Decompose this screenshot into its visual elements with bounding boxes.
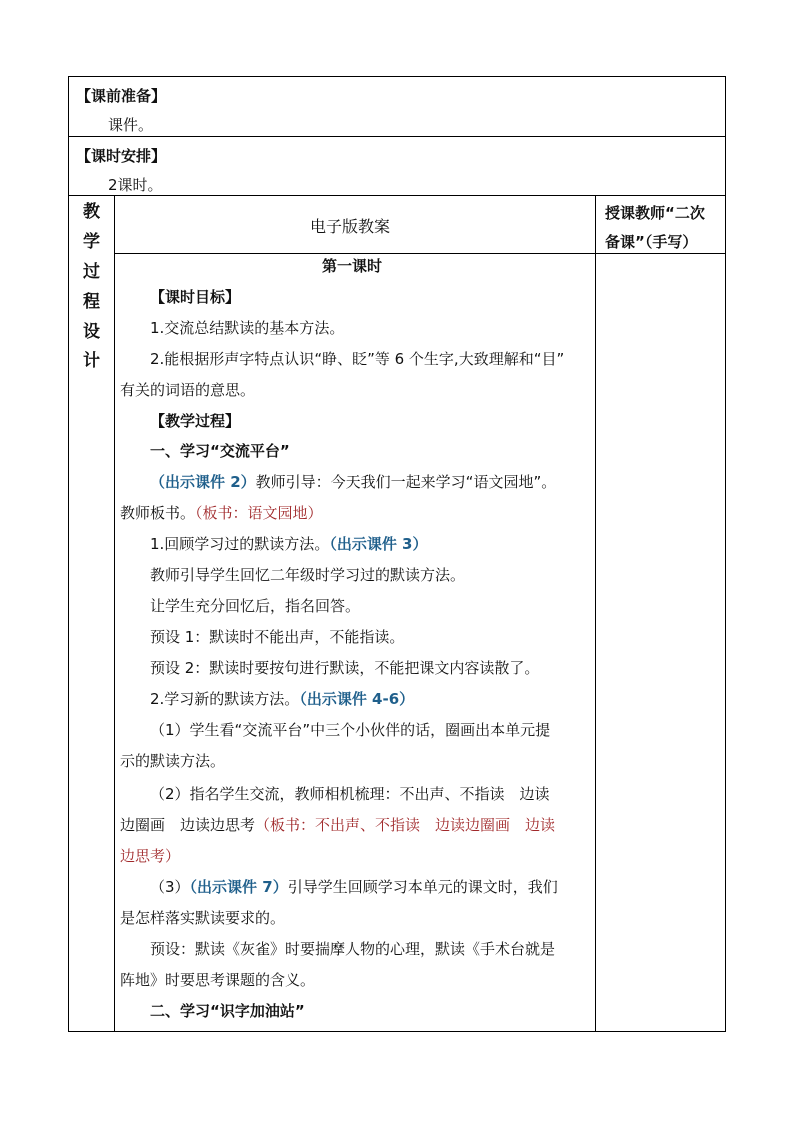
- schedule-content: 2课时。: [108, 176, 163, 194]
- table-border-left: [68, 76, 69, 1032]
- paragraph-1: [150, 472, 556, 492]
- goals-heading: 【课时目标】: [150, 288, 241, 306]
- prep-heading: 【课前准备】: [76, 87, 167, 105]
- item-2: [150, 689, 414, 709]
- sub-2-line2-text: 边圈画 边读边思考: [120, 816, 256, 834]
- preset-line2: 阵地》时要思考课题的含义。: [120, 971, 316, 989]
- sub-1-line1: （1）学生看“交流平台”中三个小伙伴的话，圈画出本单元提: [150, 721, 551, 739]
- sub-3-prefix: （3）: [150, 878, 190, 896]
- header-right-line1: 授课教师“二次: [605, 204, 705, 222]
- paragraph-1b-text: 教师板书。: [120, 504, 196, 522]
- goal-1: 1.交流总结默读的基本方法。: [150, 319, 345, 337]
- paragraph-1-text: 教师引导：今天我们一起来学习“语文园地”。: [255, 473, 557, 491]
- lesson-title: 第一课时: [322, 257, 383, 275]
- row-divider-2: [68, 195, 726, 196]
- item-1-b: 让学生充分回忆后，指名回答。: [150, 597, 361, 615]
- col-divider-left: [114, 195, 115, 1032]
- item-1-text: 1.回顾学习过的默读方法。: [150, 535, 330, 553]
- courseware-cue: （出示课件 3）: [329, 535, 428, 553]
- side-label-char: 学: [83, 232, 100, 252]
- header-main: 电子版教案: [310, 217, 391, 236]
- sub-2-line1: （2）指名学生交流，教师相机梳理：不出声、不指读 边读: [150, 785, 550, 803]
- sub-3-line2: 是怎样落实默读要求的。: [120, 909, 286, 927]
- header-underline: [114, 253, 726, 254]
- item-2-text: 2.学习新的默读方法。: [150, 690, 300, 708]
- courseware-cue: （出示课件 4-6）: [299, 690, 415, 708]
- prep-content: 课件。: [108, 116, 154, 134]
- row-divider-1: [68, 136, 726, 137]
- courseware-cue: （出示课件 2）: [150, 473, 256, 491]
- side-label-char: 计: [83, 351, 100, 371]
- table-border-top: [68, 76, 726, 77]
- schedule-heading: 【课时安排】: [76, 147, 167, 165]
- side-label-char: 教: [83, 202, 100, 222]
- sub-2-line3: 边思考）: [120, 847, 181, 865]
- header-right-line2: 备课”（手写）: [605, 233, 698, 251]
- goal-2-line2: 有关的词语的意思。: [120, 381, 256, 399]
- sub-2-line2: [120, 815, 555, 835]
- col-divider-right: [595, 195, 596, 1032]
- side-label-char: 程: [83, 292, 100, 312]
- paragraph-1b: [120, 503, 323, 523]
- section-1-heading: 一、学习“交流平台”: [150, 442, 290, 460]
- item-1-c: 预设 1：默读时不能出声，不能指读。: [150, 628, 405, 646]
- side-label-char: 设: [83, 322, 100, 342]
- board-note: （板书：语文园地）: [195, 504, 323, 522]
- item-1-d: 预设 2：默读时要按句进行默读，不能把课文内容读散了。: [150, 659, 540, 677]
- sub-3-line1: [150, 877, 558, 897]
- item-1-a: 教师引导学生回忆二年级时学习过的默读方法。: [150, 566, 466, 584]
- board-note: （板书：不出声、不指读 边读边圈画 边读: [255, 816, 556, 834]
- courseware-cue: （出示课件 7）: [189, 878, 288, 896]
- side-label-char: 过: [83, 262, 100, 282]
- table-border-right: [725, 76, 726, 1032]
- sub-1-line2: 示的默读方法。: [120, 752, 226, 770]
- preset-line1: 预设：默读《灰雀》时要揣摩人物的心理，默读《手术台就是: [150, 940, 556, 958]
- process-heading: 【教学过程】: [150, 412, 241, 430]
- goal-2-line1: 2.能根据形声字特点认识“睁、眨”等 6 个生字,大致理解和“目”: [150, 350, 565, 368]
- item-1: [150, 534, 428, 554]
- sub-3-text: 引导学生回顾学习本单元的课文时，我们: [287, 878, 558, 896]
- section-2-heading: 二、学习“识字加油站”: [150, 1002, 305, 1020]
- table-border-bottom: [68, 1031, 726, 1032]
